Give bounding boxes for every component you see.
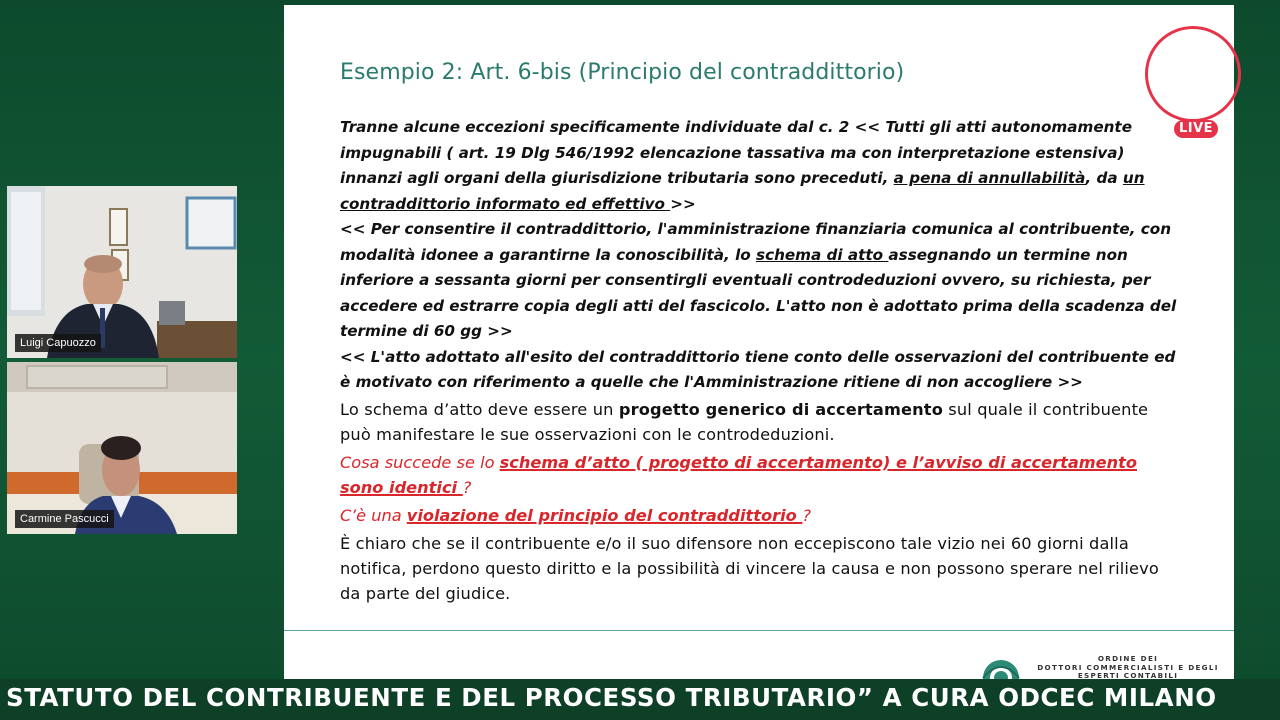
red1-text: Cosa succede se lo xyxy=(340,452,500,472)
red1-underlined: schema d’atto ( progetto di accertamento) e l’avviso di accertamento sono identici xyxy=(340,452,1137,497)
video-feed-1 xyxy=(7,186,237,358)
quote1-underlined-contraddittorio: un contraddittorio informato ed effettivo xyxy=(340,169,1145,213)
participant-name-1: Luigi Capuozzo xyxy=(15,334,101,352)
ticker-bar xyxy=(0,679,1280,720)
presentation-slide xyxy=(284,5,1234,679)
odcec-logo-icon xyxy=(978,654,1024,679)
quote-paragraph-3: << L'atto adottato all'esito del contraddittorio tiene conto delle osservazioni del contribuente ed è motivato con riferimento a quelle che l'Amministrazione ritiene di non accogliere >> xyxy=(340,347,1176,391)
video-feed-2 xyxy=(7,362,237,534)
red2-underlined: violazione del principio del contraddittorio xyxy=(406,505,803,525)
quote1-text-mid: , da xyxy=(1085,169,1123,187)
para1-text: Lo schema d’atto deve essere un xyxy=(340,399,619,419)
slide-body xyxy=(340,115,1180,606)
red2-text: C’è una xyxy=(340,505,407,525)
slide-title: Esempio 2: Art. 6-bis (Principio del contraddittorio) xyxy=(340,60,905,85)
logo-line-1: ORDINE DEI xyxy=(1097,654,1159,663)
red1-qmark: ? xyxy=(462,477,472,497)
participant-name-2: Carmine Pascucci xyxy=(15,510,114,528)
para1-bold: progetto generico di accertamento xyxy=(618,399,943,419)
question-identici xyxy=(340,450,1180,500)
quote2-text: << Per consentire il contraddittorio, l'amministrazione finanziaria comunica al contribuente, con modalità idonee a garantirne la conoscibilità, lo xyxy=(340,220,1172,264)
quote1-text: Tranne alcune eccezioni specificamente individuate dal c. 2 << Tutti gli atti autonomamente impugnabili ( art. 19 Dlg 546/1992 elencazione tassativa ma con interpretazione estensiva) innanzi agli organi della giurisdizione tributaria sono preceduti, xyxy=(340,118,1132,187)
video-tile-participant-1[interactable] xyxy=(7,186,237,358)
paragraph-conclusion: È chiaro che se il contribuente e/o il suo difensore non eccepiscono tale vizio nei 60 giorni dalla notifica, perdono questo diritto e la possibilità di vincere la causa e non possono sperare nel rilievo da parte del giudice. xyxy=(340,533,1159,603)
live-ring-icon xyxy=(1145,26,1241,122)
red2-qmark: ? xyxy=(802,505,811,525)
quote-paragraph-2 xyxy=(340,217,1180,345)
quote-paragraph-1 xyxy=(340,115,1180,217)
logo-line-2: DOTTORI COMMERCIALISTI E DEGLI xyxy=(1037,662,1219,672)
question-violazione xyxy=(340,503,1180,528)
para1-text-end: sul quale il contribuente può manifestare le sue osservazioni con le controdeduzioni. xyxy=(340,399,1149,444)
live-label: LIVE xyxy=(1174,120,1218,138)
odcec-logo xyxy=(978,652,1234,679)
video-tile-participant-2[interactable] xyxy=(7,362,237,534)
live-badge xyxy=(1145,26,1247,142)
quote2-underlined-schema: schema di atto xyxy=(756,245,889,264)
slide-divider xyxy=(284,630,1234,631)
quote1-close: >> xyxy=(670,194,696,213)
paragraph-schema-atto xyxy=(340,397,1180,447)
logo-line-3: ESPERTI CONTABILI xyxy=(1077,671,1179,679)
odcec-logo-text xyxy=(1028,655,1228,679)
quote1-underlined-annullabilita: a pena di annullabilità xyxy=(893,169,1086,187)
ticker-text: STATUTO DEL CONTRIBUENTE E DEL PROCESSO TRIBUTARIO” A CURA ODCEC MILANO xyxy=(6,683,1217,712)
quote2-text-end: assegnando un termine non inferiore a sessanta giorni per consentirgli eventuali controdeduzioni ovvero, su richiesta, per accedere ed estrarre copia degli atti del fascicolo. L'atto non è adottato prima della scadenza del termine di 60 gg >> xyxy=(340,245,1177,340)
